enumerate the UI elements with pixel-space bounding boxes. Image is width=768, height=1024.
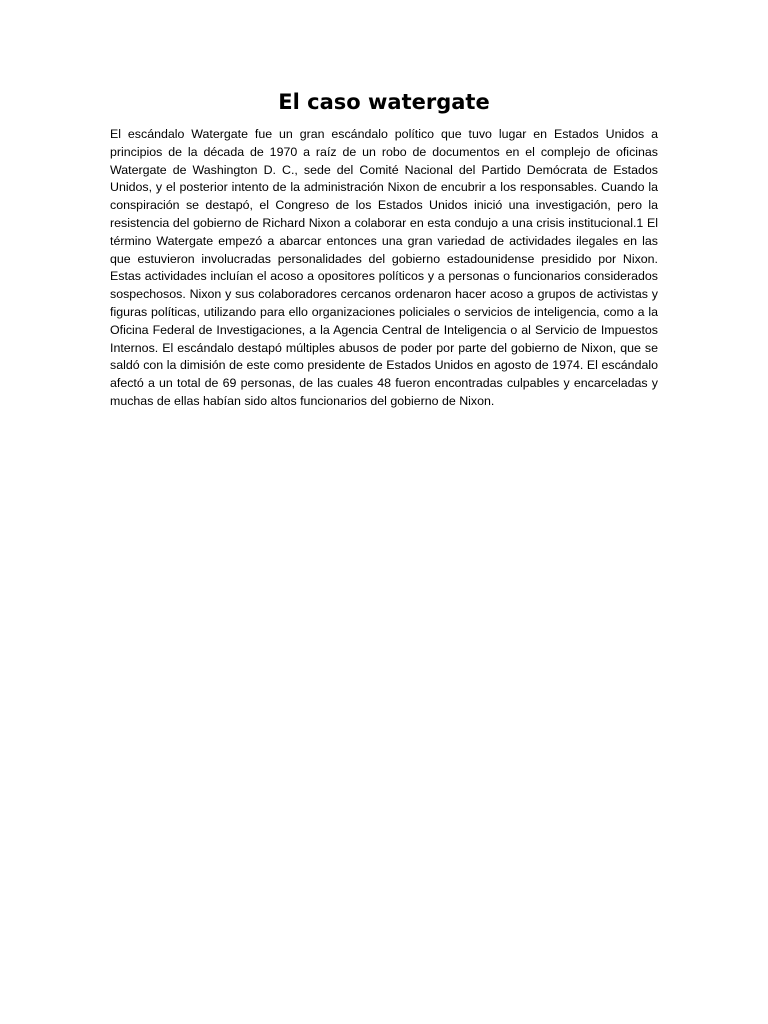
document-title: El caso watergate bbox=[278, 90, 490, 114]
document-body-paragraph: El escándalo Watergate fue un gran escándalo político que tuvo lugar en Estados Unidos a principios de la década de 1970 a raíz de un robo de documentos en el complejo de oficinas Watergate de Washington D. C., sede del Comité Nacional del Partido Demócrata de Estados Unidos, y el posterior intento de la administración Nixon de encubrir a los responsables. Cuando la conspiración se destapó, el Congreso de los Estados Unidos inició una investigación, pero la resistencia del gobierno de Richard Nixon a colaborar en esta condujo a una crisis institucional.1 El término Watergate empezó a abarcar entonces una gran variedad de actividades ilegales en las que estuvieron involucradas personalidades del gobierno estadounidense presidido por Nixon. Estas actividades incluían el acoso a opositores políticos y a personas o funcionarios considerados sospechosos. Nixon y sus colaboradores cercanos ordenaron hacer acoso a grupos de activistas y figuras políticas, utilizando para ello organizaciones policiales o servicios de inteligencia, como a la Oficina Federal de Investigaciones, a la Agencia Central de Inteligencia o al Servicio de Impuestos Internos. El escándalo destapó múltiples abusos de poder por parte del gobierno de Nixon, que se saldó con la dimisión de este como presidente de Estados Unidos en agosto de 1974. El escándalo afectó a un total de 69 personas, de las cuales 48 fueron encontradas culpables y encarceladas y muchas de ellas habían sido altos funcionarios del gobierno de Nixon. bbox=[110, 127, 658, 408]
